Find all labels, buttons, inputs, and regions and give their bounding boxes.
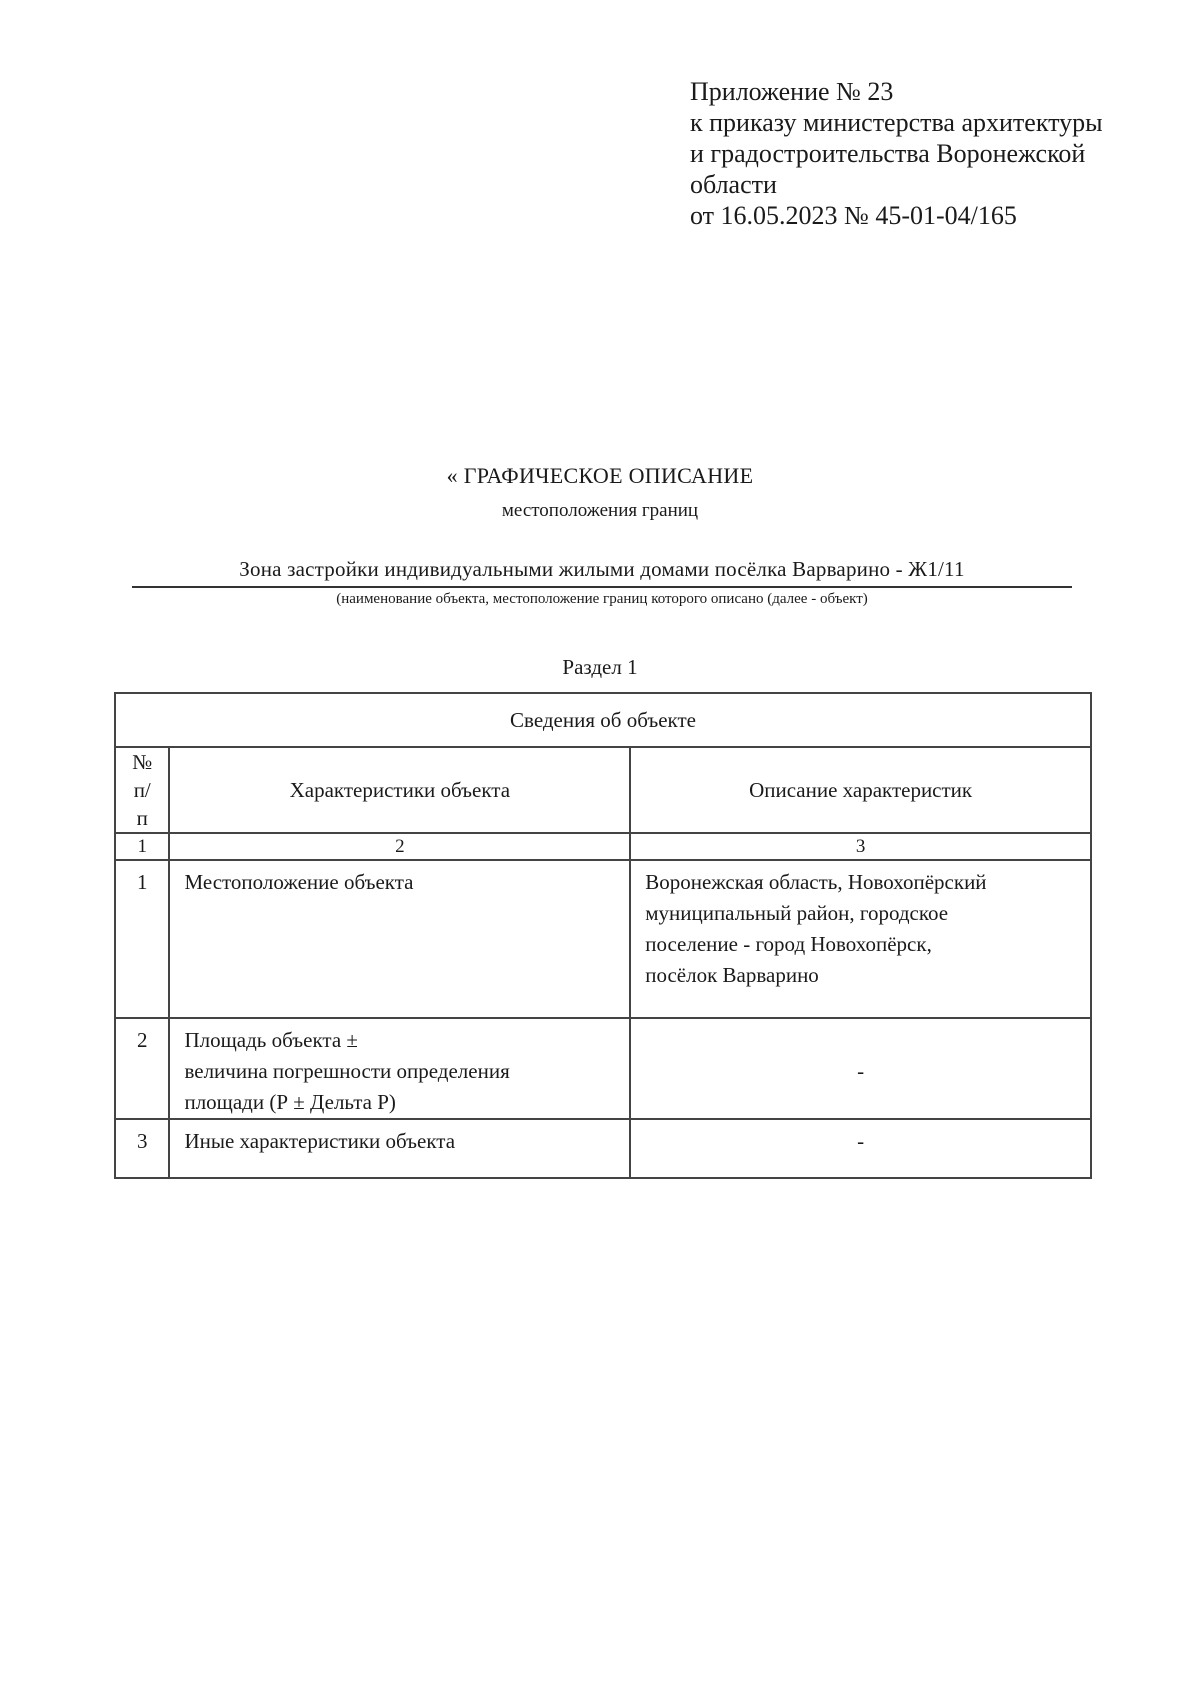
header-number-line1: № (132, 750, 153, 774)
cell-line: Воронежская область, Новохопёрский (645, 870, 987, 894)
column-number-row (115, 833, 1091, 860)
row-characteristic (169, 1018, 630, 1119)
column-number: 3 (630, 833, 1091, 860)
row-characteristic (169, 1119, 630, 1178)
row-number: 2 (115, 1018, 169, 1119)
table-row (115, 1018, 1091, 1119)
cell-line: величина погрешности определения (184, 1059, 510, 1083)
header-number-line2: п/п (133, 778, 151, 830)
cell-line: Иные характеристики объекта (184, 1129, 456, 1153)
table-caption-row (115, 693, 1091, 747)
document-subtitle: местоположения границ (501, 500, 699, 521)
header-number (115, 747, 169, 833)
appendix-line: области (690, 170, 777, 199)
appendix-line: и градостроительства Воронежской (690, 139, 1086, 168)
section-label: Раздел 1 (562, 655, 638, 679)
row-description (630, 860, 1091, 1018)
document-title: « ГРАФИЧЕСКОЕ ОПИСАНИЕ (446, 463, 754, 488)
object-name: Зона застройки индивидуальными жилыми домами посёлка Варварино - Ж1/11 (132, 557, 1072, 588)
row-number: 3 (115, 1119, 169, 1178)
cell-line: Площадь объекта ± (184, 1028, 358, 1052)
header-characteristic: Характеристики объекта (169, 747, 630, 833)
column-number: 2 (169, 833, 630, 860)
object-info-table (114, 692, 1092, 1179)
cell-line: поселение - город Новохопёрск, (645, 932, 932, 956)
row-number: 1 (115, 860, 169, 1018)
cell-line: площади (Р ± Дельта Р) (184, 1090, 396, 1114)
table-row (115, 1119, 1091, 1178)
appendix-line: Приложение № 23 (690, 77, 894, 106)
appendix-line: от 16.05.2023 № 45-01-04/165 (690, 201, 1017, 230)
cell-line: муниципальный район, городское (645, 901, 949, 925)
table-caption: Сведения об объекте (115, 693, 1091, 747)
cell-line: Местоположение объекта (184, 870, 414, 894)
object-name-caption: (наименование объекта, местоположение границ которого описано (далее - объект) (336, 591, 868, 607)
row-description (630, 1119, 1091, 1178)
cell-line: - (857, 1059, 865, 1083)
row-description (630, 1018, 1091, 1119)
header-description: Описание характеристик (630, 747, 1091, 833)
table-row (115, 860, 1091, 1018)
cell-line: посёлок Варварино (645, 963, 819, 987)
appendix-block (690, 76, 1170, 231)
column-number: 1 (115, 833, 169, 860)
row-characteristic (169, 860, 630, 1018)
appendix-line: к приказу министерства архитектуры (690, 108, 1103, 137)
cell-line: - (857, 1129, 865, 1153)
table-header-row (115, 747, 1091, 833)
